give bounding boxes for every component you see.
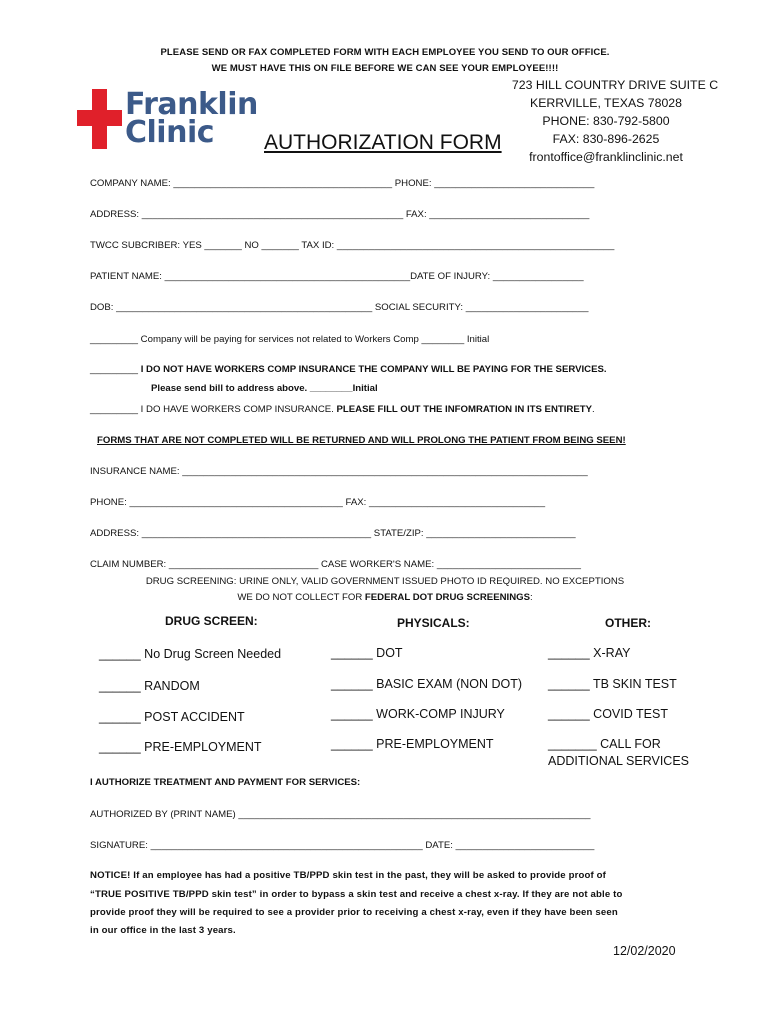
incomplete-forms-warning: FORMS THAT ARE NOT COMPLETED WILL BE RETURNED AND WILL PROLONG THE PATIENT FROM BEING SEEN!	[97, 435, 626, 446]
clinic-street: 723 HILL COUNTRY DRIVE SUITE C	[511, 78, 719, 92]
have-workers-comp-option[interactable]	[90, 404, 595, 415]
bill-address-initial[interactable]: Please send bill to address above. ________Initial	[151, 383, 378, 394]
physicals-heading: PHYSICALS:	[397, 616, 470, 630]
clinic-phone: PHONE: 830-792-5800	[542, 114, 670, 128]
drug-pre-employment-option[interactable]: ______ PRE-EMPLOYMENT	[99, 740, 262, 754]
drug-post-accident-option[interactable]: ______ POST ACCIDENT	[99, 710, 245, 724]
other-heading: OTHER:	[605, 616, 651, 630]
other-xray-option[interactable]: ______ X-RAY	[548, 646, 631, 660]
form-title: AUTHORIZATION FORM	[264, 131, 502, 154]
insurance-address-field[interactable]: ADDRESS: ___________________________________________ STATE/ZIP: ____________________________	[90, 528, 576, 539]
fill-out-instruction: PLEASE FILL OUT THE INFOMRATION IN ITS ENTIRETY	[336, 404, 592, 415]
clinic-address-block	[506, 76, 719, 166]
other-tb-skin-test-option[interactable]: ______ TB SKIN TEST	[548, 677, 677, 691]
top-notice-line-2: WE MUST HAVE THIS ON FILE BEFORE WE CAN SEE YOUR EMPLOYEE!!!!	[211, 63, 559, 74]
physical-pre-employment-option[interactable]: ______ PRE-EMPLOYMENT	[331, 737, 494, 751]
dob-field[interactable]: DOB: ________________________________________________ SOCIAL SECURITY: _______________________	[90, 302, 589, 313]
dot-notice-text: WE DO NOT COLLECT FOR	[237, 592, 365, 603]
clinic-city: KERRVILLE, TEXAS 78028	[530, 96, 682, 110]
tb-notice-line-1: NOTICE! If an employee has had a positive TB/PPD skin test in the past, they will be asked to provide proof of	[90, 870, 607, 881]
authorize-heading: I AUTHORIZE TREATMENT AND PAYMENT FOR SERVICES:	[90, 777, 361, 788]
address-field[interactable]: ADDRESS: _________________________________________________ FAX: ______________________________	[90, 209, 590, 220]
period: .	[591, 404, 595, 415]
tb-notice-line-4: in our office in the last 3 years.	[90, 925, 236, 936]
drug-no-screen-option[interactable]: ______ No Drug Screen Needed	[99, 647, 282, 661]
claim-number-field[interactable]: CLAIM NUMBER: ____________________________ CASE WORKER'S NAME: ___________________________	[90, 559, 581, 570]
logo-clinic-text: Clinic	[125, 115, 215, 150]
red-cross-icon	[77, 89, 122, 149]
insurance-phone-field[interactable]: PHONE: ________________________________________ FAX: _________________________________	[90, 497, 546, 508]
tb-notice-line-2: “TRUE POSITIVE TB/PPD skin test” in order to bypass a skin test and receive a chest x-ray. If they are not able to	[90, 889, 623, 900]
revision-date: 12/02/2020	[613, 944, 676, 958]
tb-notice-line-3: provide proof they will be required to see a provider prior to receiving a chest x-ray, even if they have been seen	[90, 907, 618, 918]
company-paying-option[interactable]: _________ Company will be paying for services not related to Workers Comp ________ Initial	[90, 334, 490, 345]
top-notice-line-1: PLEASE SEND OR FAX COMPLETED FORM WITH EACH EMPLOYEE YOU SEND TO OUR OFFICE.	[160, 47, 610, 58]
clinic-email[interactable]: frontoffice@franklinclinic.net	[529, 150, 683, 164]
drug-random-option[interactable]: ______ RANDOM	[99, 679, 200, 693]
no-wc-blank: _________	[90, 364, 141, 375]
company-name-field[interactable]: COMPANY NAME: _________________________________________ PHONE: ______________________________	[90, 178, 595, 189]
physical-work-comp-option[interactable]: ______ WORK-COMP INJURY	[331, 707, 505, 721]
physical-dot-option[interactable]: ______ DOT	[331, 646, 403, 660]
insurance-name-field[interactable]: INSURANCE NAME: ____________________________________________________________________________	[90, 466, 588, 477]
patient-name-field[interactable]: PATIENT NAME: ______________________________________________DATE OF INJURY: _________________	[90, 271, 584, 282]
dot-notice-end: :	[529, 592, 533, 603]
drug-screening-notice: DRUG SCREENING: URINE ONLY, VALID GOVERNMENT ISSUED PHOTO ID REQUIRED. NO EXCEPTIONS	[145, 576, 625, 587]
other-covid-test-option[interactable]: ______ COVID TEST	[548, 707, 668, 721]
dot-notice-bold: FEDERAL DOT DRUG SCREENINGS	[364, 592, 530, 603]
other-call-for-option[interactable]: _______ CALL FOR	[548, 737, 661, 751]
authorized-by-field[interactable]: AUTHORIZED BY (PRINT NAME) __________________________________________________________________	[90, 809, 591, 820]
no-wc-text: I DO NOT HAVE WORKERS COMP INSURANCE THE COMPANY WILL BE PAYING FOR THE SERVICES.	[140, 364, 607, 375]
other-additional-services: ADDITIONAL SERVICES	[548, 754, 690, 768]
signature-date-field[interactable]: SIGNATURE: ___________________________________________________ DATE: __________________________	[90, 840, 595, 851]
drug-screen-heading: DRUG SCREEN:	[165, 614, 258, 628]
dot-notice	[0, 592, 770, 603]
clinic-fax: FAX: 830-896-2625	[552, 132, 660, 146]
physical-basic-exam-option[interactable]: ______ BASIC EXAM (NON DOT)	[331, 677, 523, 691]
logo-franklin-text: Franklin	[125, 87, 258, 122]
twcc-field[interactable]: TWCC SUBCRIBER: YES _______ NO _______ TAX ID: ____________________________________________________	[90, 240, 615, 251]
have-wc-text: _________ I DO HAVE WORKERS COMP INSURANCE.	[90, 404, 337, 415]
no-workers-comp-option[interactable]	[90, 364, 607, 375]
